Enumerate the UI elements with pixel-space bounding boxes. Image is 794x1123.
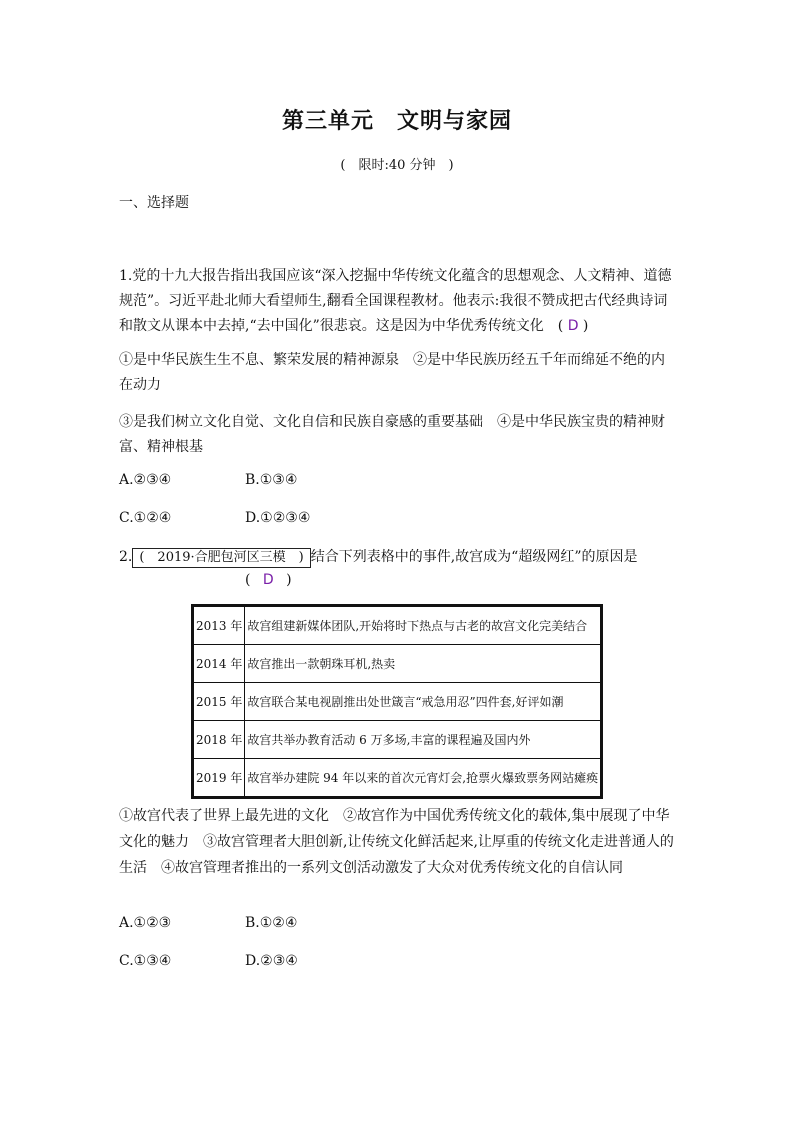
- table-row: [193, 721, 602, 759]
- time-limit: ( 限时:40 分钟 ): [340, 158, 454, 173]
- question-2-source-box: ( 2019·合肥包河区三模 ): [132, 548, 310, 568]
- question-2-option-c[interactable]: C.①③④: [119, 953, 172, 969]
- question-1-option-b[interactable]: B.①③④: [245, 472, 298, 488]
- section-heading: 一、选择题: [119, 195, 189, 211]
- question-2-answer-line: [245, 572, 292, 588]
- table-year-cell: 2019 年: [193, 759, 245, 798]
- question-2-option-b[interactable]: B.①②④: [245, 915, 298, 931]
- question-1-statements-b: ③是我们树立文化自觉、文化自信和民族自豪感的重要基础 ④是中华民族宝贵的精神财富、精神根基: [119, 414, 665, 455]
- question-1-statements-a: ①是中华民族生生不息、繁荣发展的精神源泉 ②是中华民族历经五千年而绵延不绝的内在动力: [119, 352, 665, 393]
- question-2-open-paren: (: [245, 572, 251, 588]
- table-row: [193, 606, 602, 645]
- question-2-answer: D: [262, 572, 274, 588]
- unit-title: 第三单元 文明与家园: [281, 108, 512, 134]
- question-1-close-paren: ): [582, 318, 589, 334]
- table-row: [193, 759, 602, 798]
- table-row: [193, 645, 602, 683]
- question-1-number: 1.: [119, 268, 133, 284]
- question-1-stem: [119, 264, 675, 339]
- table-row: [193, 683, 602, 721]
- events-table: [191, 604, 603, 799]
- table-event-cell: 故宫联合某电视剧推出处世箴言“戒急用忍”四件套,好评如潮: [245, 683, 602, 721]
- question-1-option-a[interactable]: A.②③④: [119, 472, 172, 488]
- question-1-answer: D: [567, 318, 579, 334]
- question-2-close-paren: ): [286, 572, 292, 588]
- table-year-cell: 2015 年: [193, 683, 245, 721]
- question-2-stem: [119, 545, 675, 570]
- question-2-number: 2.: [119, 549, 133, 565]
- table-event-cell: 故宫举办建院 94 年以来的首次元宵灯会,抢票火爆致票务网站瘫痪: [245, 759, 602, 798]
- table-year-cell: 2014 年: [193, 645, 245, 683]
- question-1-option-d[interactable]: D.①②③④: [245, 510, 311, 526]
- table-year-cell: 2018 年: [193, 721, 245, 759]
- table-event-cell: 故宫推出一款朝珠耳机,热卖: [245, 645, 602, 683]
- question-2-option-d[interactable]: D.②③④: [245, 953, 298, 969]
- table-event-cell: 故宫共举办教育活动 6 万多场,丰富的课程遍及国内外: [245, 721, 602, 759]
- question-2-statements: ①故宫代表了世界上最先进的文化 ②故宫作为中国优秀传统文化的载体,集中展现了中华文化的魅力 ③故宫管理者大胆创新,让传统文化鲜活起来,让厚重的传统文化走进普通人的生活 ④故宫管理者推出的一系列文创活动激发了大众对优秀传统文化的自信认同: [119, 808, 674, 876]
- question-2-option-a[interactable]: A.①②③: [119, 915, 172, 931]
- question-2-text: 结合下列表格中的事件,故宫成为“超级网红”的原因是: [310, 549, 638, 565]
- question-1-text: 党的十九大报告指出我国应该“深入挖掘中华传统文化蕴含的思想观念、人文精神、道德规范”。习近平赴北师大看望师生,翻看全国课程教材。他表示:我很不赞成把古代经典诗词和散文从课本中去掉,“去中国化”很悲哀。这是因为中华优秀传统文化 (: [119, 268, 672, 334]
- table-year-cell: 2013 年: [193, 606, 245, 645]
- table-event-cell: 故宫组建新媒体团队,开始将时下热点与古老的故宫文化完美结合: [245, 606, 602, 645]
- question-1-option-c[interactable]: C.①②④: [119, 510, 172, 526]
